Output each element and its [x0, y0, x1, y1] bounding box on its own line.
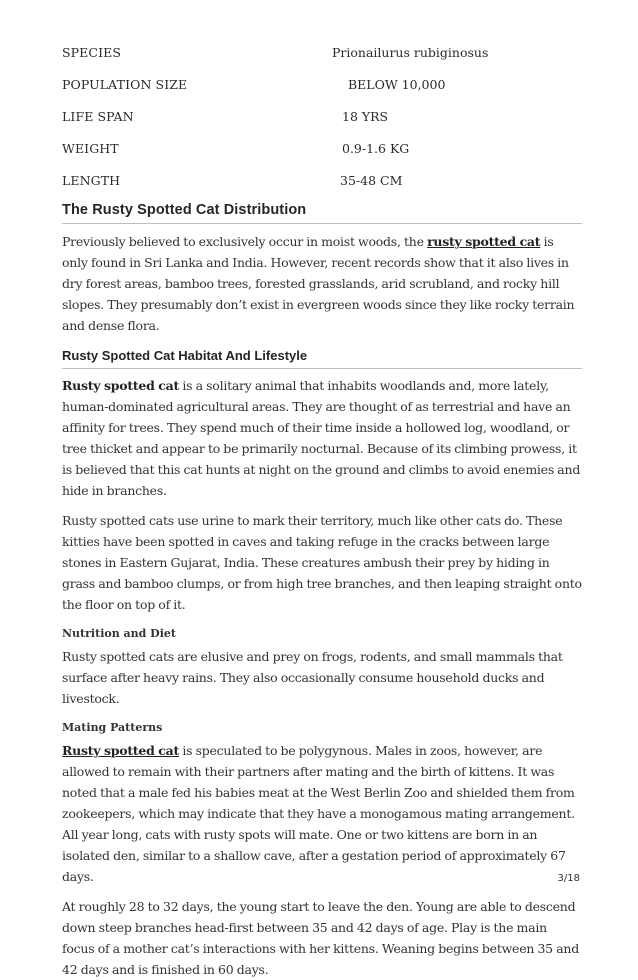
habitat-paragraph-2: Rusty spotted cats use urine to mark their territory, much like other cats do. These kitties have been spotted in caves and taking refuge in the cracks between large stones in Eastern Gujarat, India. These creatures ambush their prey by hiding in grass and bamboo clumps, or from high tree branches, and then leaping straight onto the floor on top of it.	[62, 513, 582, 612]
fact-value: Prionailurus rubiginosus	[332, 45, 489, 60]
fact-label: WEIGHT	[62, 141, 119, 156]
text-span: is only found in Sri Lanka and India. However, recent records show that it also lives in dry forest areas, bamboo trees, forested grasslands, arid scrubland, and rocky hill slopes. They presumably don’t exist in evergreen woods since they like rocky terrain and dense flora.	[62, 234, 575, 333]
fact-label: POPULATION SIZE	[62, 77, 188, 92]
distribution-paragraph	[62, 231, 582, 336]
fact-row-population	[62, 72, 582, 104]
text-span: Previously believed to exclusively occur in moist woods, the	[62, 234, 428, 249]
facts-table	[62, 40, 582, 200]
rusty-spotted-cat-link[interactable]: rusty spotted cat	[427, 234, 541, 249]
fact-row-lifespan	[62, 104, 582, 136]
mating-paragraph-2: At roughly 28 to 32 days, the young start to leave the den. Young are able to descend down steep branches head-first between 35 and 42 days of age. Play is the main focus of a mother cat’s interactions with her kittens. Weaning begins between 35 and 42 days and is finished in 60 days.	[62, 899, 579, 977]
section-heading-habitat: Rusty Spotted Cat Habitat And Lifestyle	[62, 348, 582, 369]
mating-paragraph-1	[62, 740, 582, 887]
fact-value: 0.9-1.6 KG	[342, 141, 410, 156]
fact-value: 18 YRS	[342, 109, 389, 124]
fact-row-species	[62, 40, 582, 72]
fact-value: 35-48 CM	[340, 173, 403, 188]
fact-label: LIFE SPAN	[62, 109, 134, 124]
text-span: is speculated to be polygynous. Males in zoos, however, are allowed to remain with their partners after mating and the birth of kittens. It was noted that a male fed his babies meat at the West Berlin Zoo and shielded them from zookeepers, which may indicate that they have a monogamous mating arrangement. All year long, cats with rusty spots will mate. One or two kittens are born in an isolated den, similar to a shallow cave, after a gestation period of approximately 67 days.	[62, 743, 575, 884]
section-heading-nutrition: Nutrition and Diet	[62, 627, 176, 640]
text-span: is a solitary animal that inhabits woodlands and, more lately, human-dominated agricultural areas. They are thought of as terrestrial and have an affinity for trees. They spend much of their time inside a hollowed log, woodland, or tree thicket and appear to be primarily nocturnal. Because of its climbing prowess, it is believed that this cat hunts at night on the ground and climbs to avoid enemies and hide in branches.	[62, 378, 581, 498]
nutrition-paragraph: Rusty spotted cats are elusive and prey on frogs, rodents, and small mammals that surface after heavy rains. They also occasionally consume household ducks and livestock.	[62, 649, 563, 706]
fact-row-weight	[62, 136, 582, 168]
habitat-paragraph-1	[62, 375, 582, 501]
fact-value: BELOW 10,000	[348, 77, 446, 92]
article-body	[62, 202, 582, 980]
section-heading-mating: Mating Patterns	[62, 721, 163, 734]
fact-row-length	[62, 168, 582, 200]
page-number: 3/18	[557, 873, 580, 884]
fact-label: LENGTH	[62, 173, 121, 188]
fact-label: SPECIES	[62, 45, 121, 60]
bold-term: Rusty spotted cat	[62, 378, 180, 393]
rusty-spotted-cat-link[interactable]: Rusty spotted cat	[62, 743, 180, 758]
section-heading-distribution: The Rusty Spotted Cat Distribution	[62, 202, 582, 224]
